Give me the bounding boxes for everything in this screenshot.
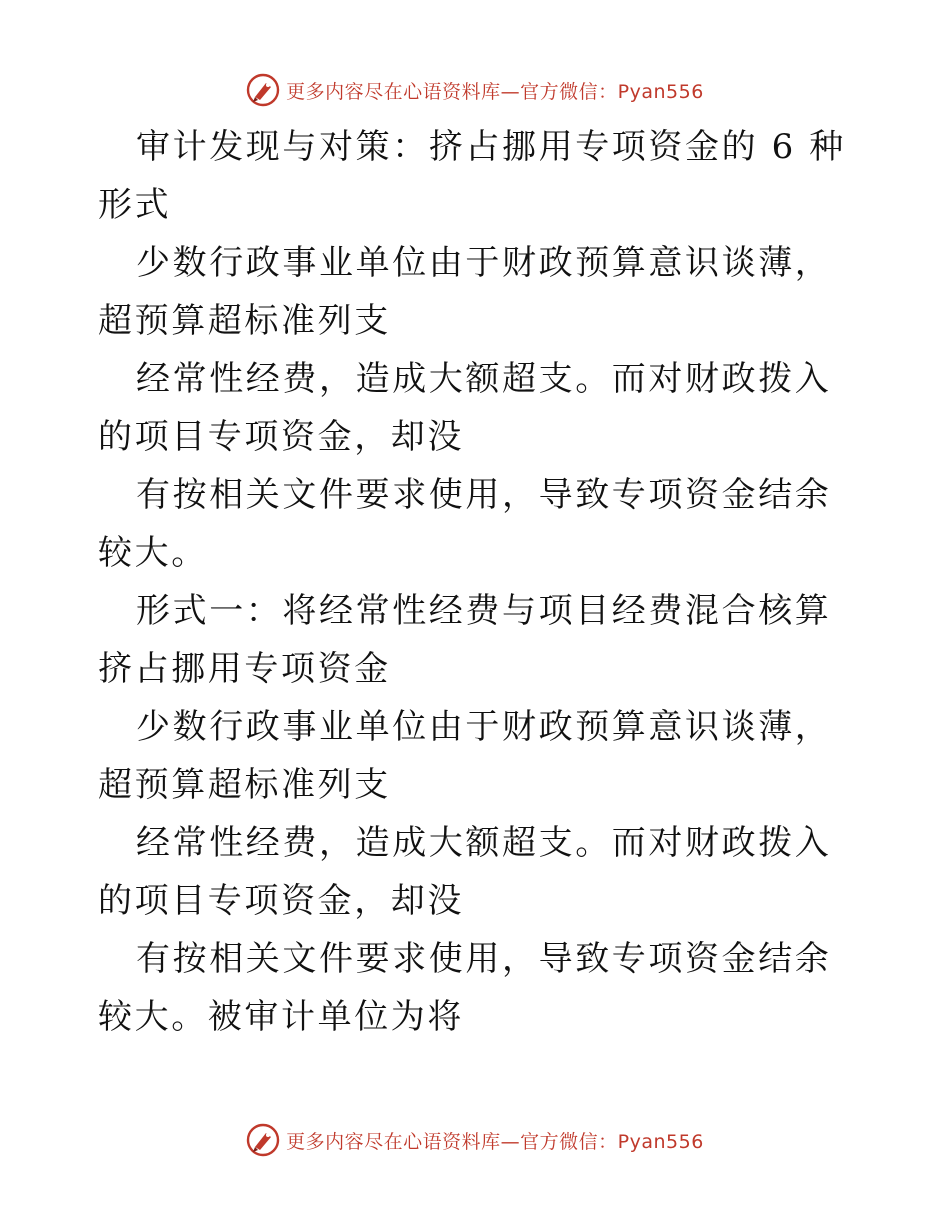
paragraph: 有按相关文件要求使用，导致专项资金结余较大。被审计单位为将 bbox=[98, 939, 832, 1037]
paragraph: 经常性经费，造成大额超支。而对财政拨入的项目专项资金，却没 bbox=[98, 823, 832, 921]
paragraph: 少数行政事业单位由于财政预算意识谈薄，超预算超标准列支 bbox=[98, 243, 832, 341]
pen-logo-icon bbox=[246, 73, 280, 107]
paragraph: 经常性经费，造成大额超支。而对财政拨入的项目专项资金，却没 bbox=[98, 359, 832, 457]
paragraph-section-heading: 形式一：将经常性经费与项目经费混合核算挤占挪用专项资金 bbox=[98, 591, 832, 689]
header-watermark-banner bbox=[0, 70, 950, 110]
footer-banner-text: 更多内容尽在心语资料库—官方微信：Pyan556 bbox=[286, 1130, 704, 1153]
paragraph: 有按相关文件要求使用，导致专项资金结余较大。 bbox=[98, 475, 832, 573]
paragraph-title: 审计发现与对策：挤占挪用专项资金的 6 种形式 bbox=[98, 127, 846, 225]
document-body bbox=[98, 118, 858, 1046]
header-banner-text: 更多内容尽在心语资料库—官方微信：Pyan556 bbox=[286, 80, 704, 103]
paragraph: 少数行政事业单位由于财政预算意识谈薄，超预算超标准列支 bbox=[98, 707, 832, 805]
footer-watermark-banner bbox=[0, 1120, 950, 1160]
pen-logo-icon bbox=[246, 1123, 280, 1157]
